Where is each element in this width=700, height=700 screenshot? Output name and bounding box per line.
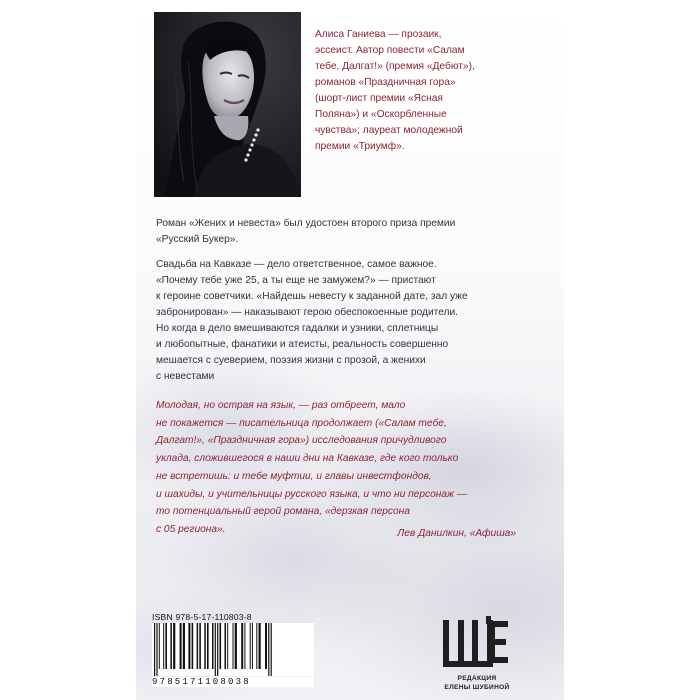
award-note [156, 216, 556, 248]
barcode-bar [180, 623, 182, 669]
barcode-bar [156, 623, 157, 676]
barcode-bar [170, 623, 172, 669]
author-portrait-image [154, 12, 301, 197]
synopsis-line: мешается с суеверием, поэзия жизни с прозой, а женихи [156, 355, 426, 366]
quote-line: не покажется — писательница продолжает («Салам тебе, [156, 417, 447, 429]
award-line: Роман «Жених и невеста» был удостоен второго приза премии [156, 218, 456, 229]
author-photo [154, 12, 301, 197]
quote-line: то потенциальный герой романа, «дерзкая персона [156, 506, 410, 518]
barcode-bar [265, 623, 267, 669]
quote-line: не встретишь: и тебе муфтии, и главы инвестфондов, [156, 470, 432, 482]
synopsis-line: к героине советчики. «Найдешь невесту к заданной дате, зал уже [156, 291, 468, 302]
bio-line: чувства»; лауреат молодежной [315, 125, 463, 136]
synopsis-line: «Почему тебе уже 25, а ты еще не замужем?» — пристают [156, 275, 436, 286]
barcode-bar [244, 623, 245, 669]
publisher-mark-icon [430, 614, 524, 674]
award-line: «Русский Букер». [156, 234, 239, 245]
quote-line: Далгат!», «Праздничная гора») исследования причудливого [156, 435, 447, 447]
isbn-label: ISBN 978-5-17-110803-8 [152, 612, 252, 622]
barcode-bar [268, 623, 269, 676]
barcode-bar [256, 623, 257, 669]
barcode-bar [259, 623, 261, 669]
barcode-bar [204, 623, 206, 669]
barcode-bar [225, 623, 227, 669]
barcode-bar [227, 623, 228, 669]
barcode-bar [173, 623, 175, 669]
barcode-bar [163, 623, 164, 669]
quote-line: с 05 региона». [156, 523, 226, 535]
synopsis-line: и любопытные, фанатики и атеисты, реальность совершенно [156, 339, 449, 350]
barcode-bar [271, 623, 272, 676]
synopsis-line: забронирован» — наказывают герою обеспокоенные родители. [156, 307, 458, 318]
barcode-bar [250, 623, 251, 669]
barcode-bar [183, 623, 185, 669]
barcode-bar [215, 623, 216, 676]
publisher-logo [430, 614, 524, 696]
bio-line: Алиса Ганиева — прозаик, [315, 29, 442, 40]
barcode-bar [165, 623, 167, 669]
barcode-bar [188, 623, 190, 669]
quote-attribution: Лев Данилкин, «Афиша» [397, 528, 516, 539]
barcode-bar [154, 623, 155, 676]
barcode-digits: 9785171108038 [152, 677, 314, 687]
barcode-bars [152, 623, 314, 676]
back-cover [136, 0, 564, 700]
barcode-bar [220, 623, 222, 669]
critic-quote [156, 397, 556, 539]
barcode-bar [199, 623, 201, 669]
barcode [152, 623, 314, 676]
barcode-bar [252, 623, 253, 669]
barcode-bar [233, 623, 234, 669]
publisher-line-1: РЕДАКЦИЯ [457, 675, 497, 682]
synopsis [156, 257, 556, 385]
quote-line: уклада, сложившегося в наши дни на Кавказе, где кого только [156, 453, 459, 465]
synopsis-line: Свадьба на Кавказе — дело ответственное, самое важное. [156, 259, 437, 270]
synopsis-line: с невестами [156, 371, 215, 382]
author-bio [315, 27, 555, 155]
bio-line: романов «Праздничная гора» [315, 77, 456, 88]
barcode-bar [217, 623, 218, 676]
quote-line: Молодая, но острая на язык, — раз отбреет, мало [156, 400, 406, 411]
barcode-bar [235, 623, 237, 669]
bio-line: премии «Триумф». [315, 141, 405, 152]
bio-line: Поляна») и «Оскорбленные [315, 109, 447, 120]
barcode-bar [241, 623, 243, 669]
barcode-bar [159, 623, 160, 669]
synopsis-line: Но когда в дело вмешиваются гадалки и узники, сплетницы [156, 323, 439, 334]
quote-line: и шахиды, и учительницы русского языка, и что ни персонаж — [156, 488, 468, 500]
bio-line: тебе, Далгат!» (премия «Дебют»), [315, 61, 475, 72]
barcode-bar [192, 623, 194, 669]
barcode-bar [212, 623, 214, 669]
barcode-bar [207, 623, 209, 669]
bio-line: (шорт-лист премии «Ясная [315, 93, 443, 104]
publisher-line-2: ЕЛЕНЫ ШУБИНОЙ [444, 684, 510, 691]
barcode-bar [197, 623, 199, 669]
bio-line: эссеист. Автор повести «Салам [315, 45, 465, 56]
